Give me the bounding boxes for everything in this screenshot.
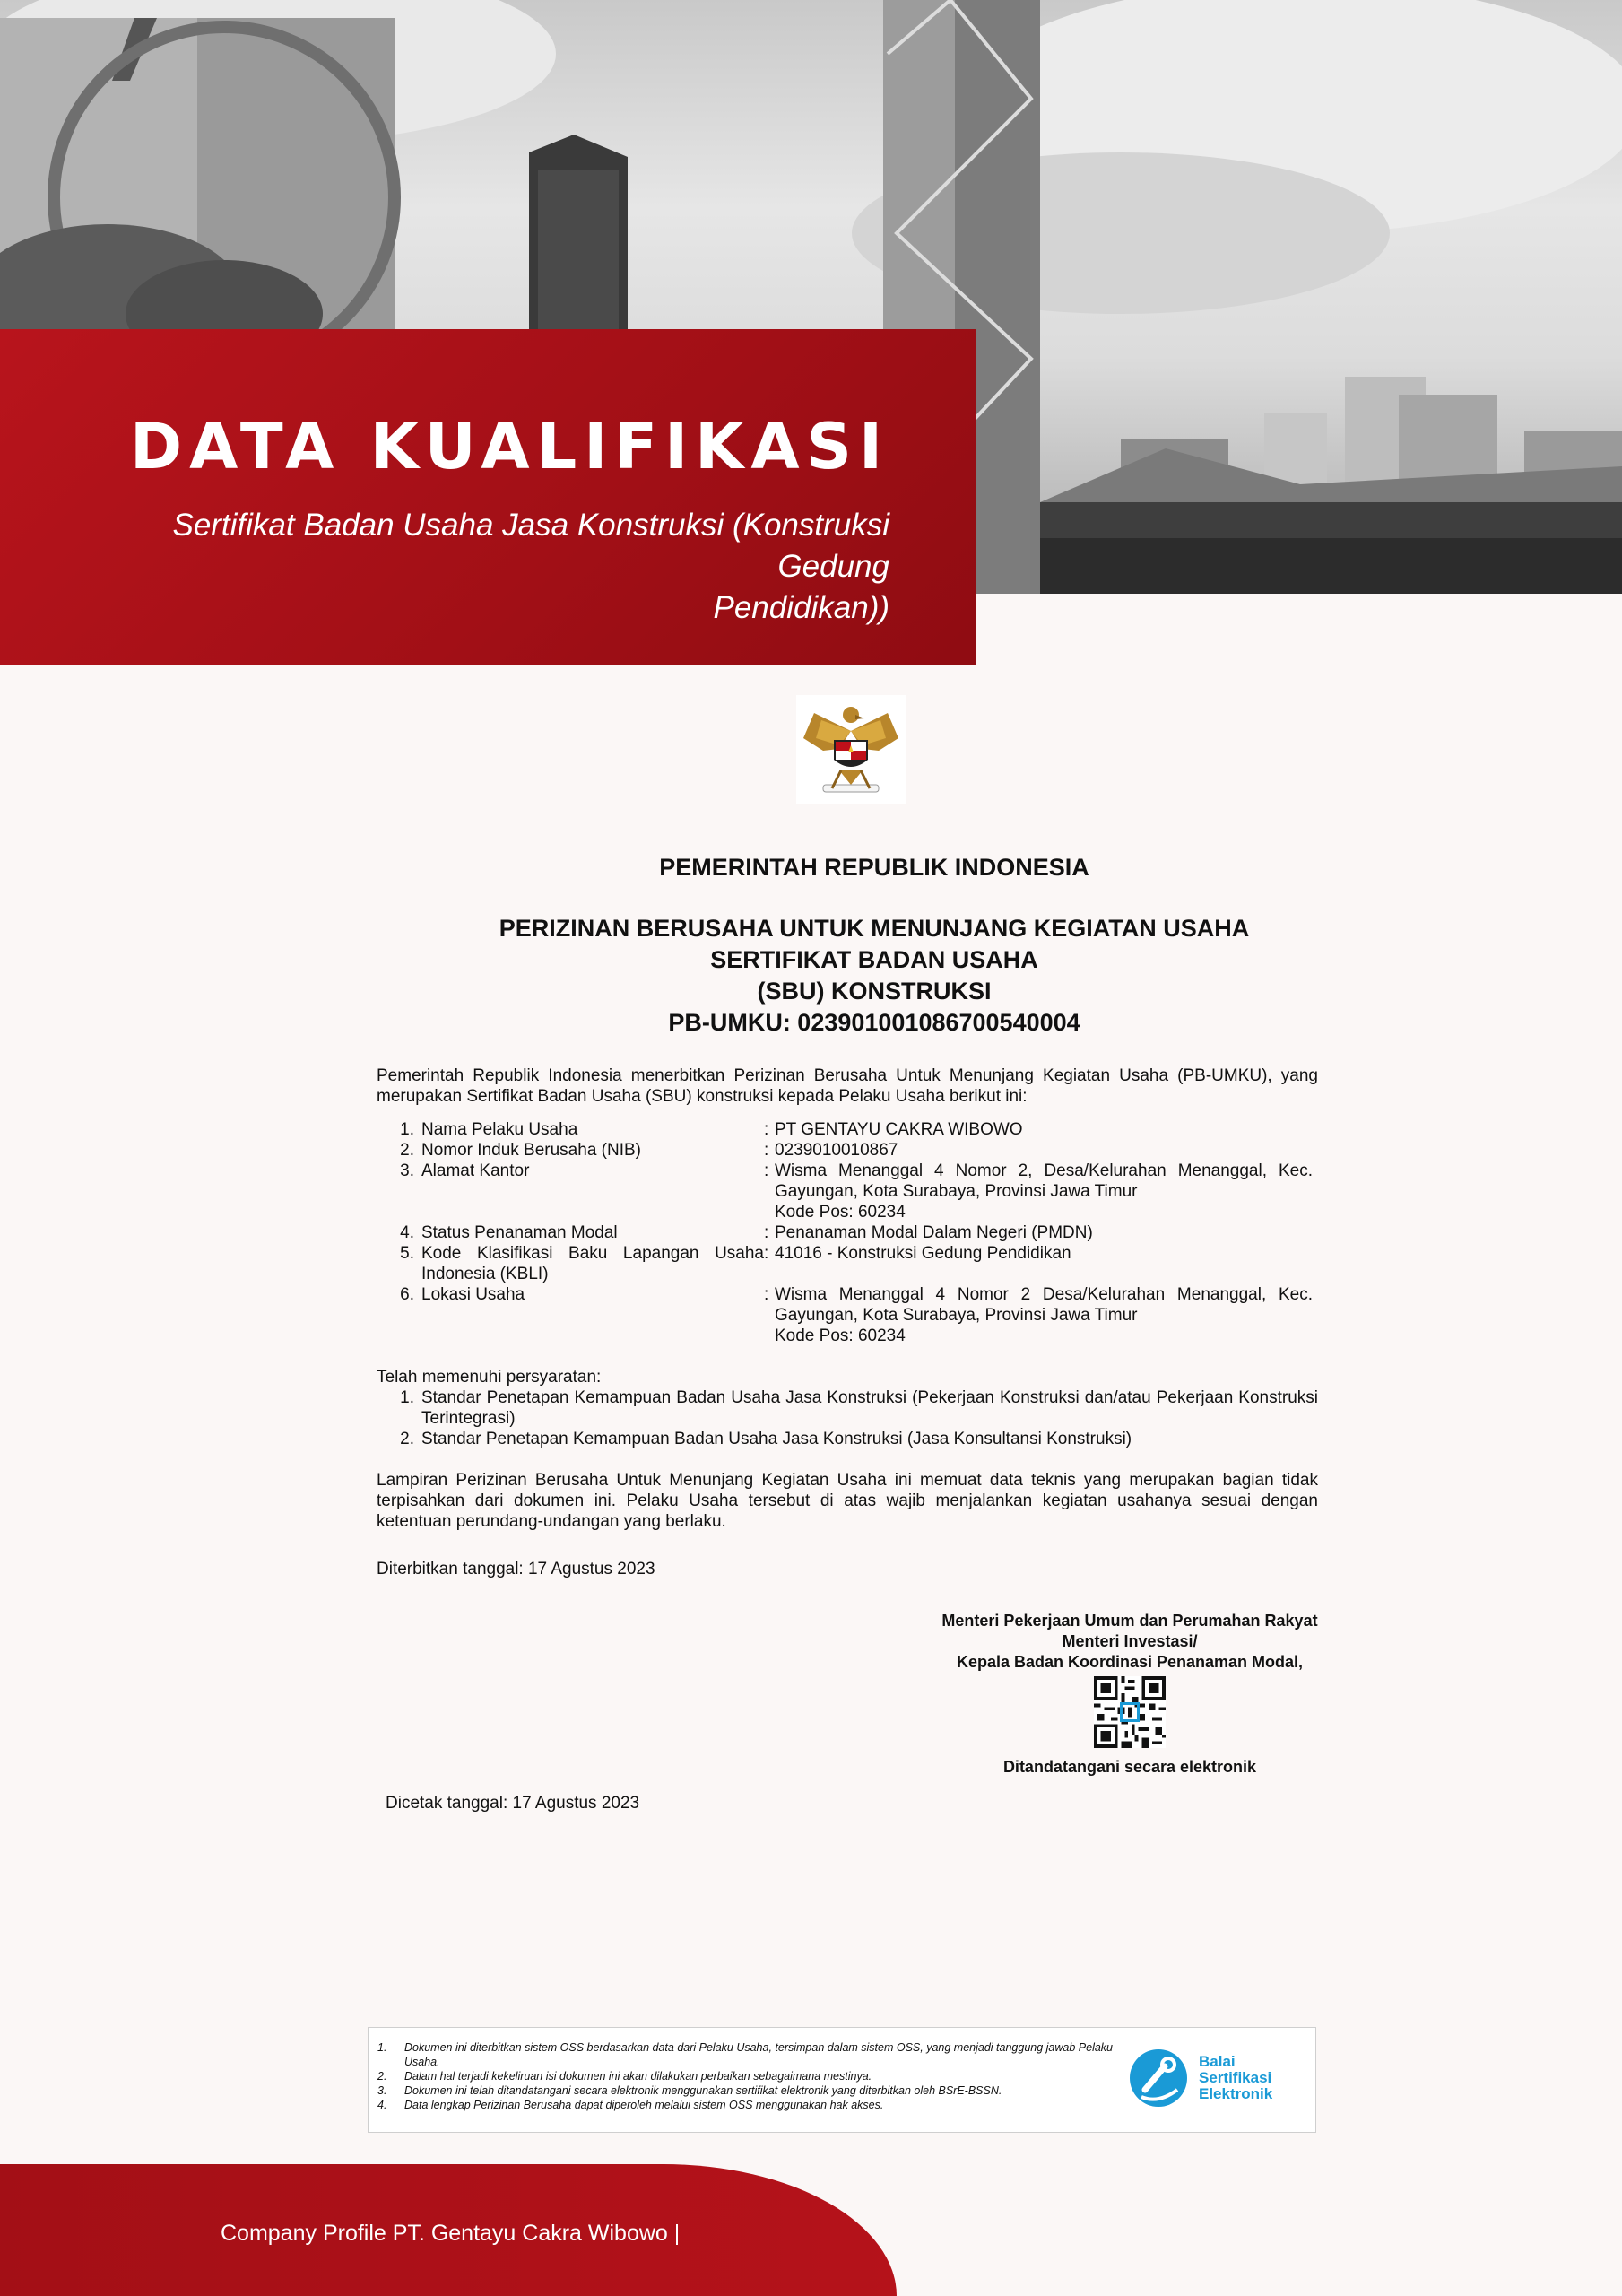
footnote-text: Data lengkap Perizinan Berusaha dapat diperoleh melalui sistem OSS menggunakan hak akses. <box>404 2099 884 2111</box>
detail-row-nib <box>377 1140 1318 1161</box>
footnote-item <box>377 2069 1122 2083</box>
requirement-number: 2. <box>400 1430 414 1448</box>
government-heading: PEMERINTAH REPUBLIK INDONESIA <box>659 854 1089 881</box>
qr-code-icon <box>1094 1676 1166 1748</box>
detail-label: Nomor Induk Berusaha (NIB) <box>421 1141 641 1160</box>
attachment-paragraph: Lampiran Perizinan Berusaha Untuk Menunjang Kegiatan Usaha ini memuat data teknis yang merupakan bagian tidak terpisahkan dari dokumen ini. Pelaku Usaha tersebut di atas wajib menjalankan kegiatan usahanya sesuai dengan ketentuan perundang-undangan yang berlaku. <box>377 1471 1318 1531</box>
detail-row-investment-status <box>377 1222 1318 1243</box>
detail-colon: : <box>764 1161 769 1180</box>
bsre-logo <box>1125 2042 1305 2114</box>
requirement-text: Standar Penetapan Kemampuan Badan Usaha Jasa Konstruksi (Jasa Konsultansi Konstruksi) <box>421 1430 1132 1448</box>
detail-value: PT GENTAYU CAKRA WIBOWO <box>775 1120 1023 1139</box>
certificate-title-line-2: SERTIFIKAT BADAN USAHA <box>710 946 1038 973</box>
detail-row-office-address <box>377 1161 1318 1222</box>
certificate-document <box>377 852 1318 1579</box>
detail-number: 6. <box>400 1285 414 1304</box>
detail-value: 41016 - Konstruksi Gedung Pendidikan <box>775 1244 1071 1263</box>
detail-number: 4. <box>400 1223 414 1242</box>
detail-number: 1. <box>400 1120 414 1139</box>
footer-company-profile-text: Company Profile PT. Gentayu Cakra Wibowo | <box>221 2221 681 2246</box>
certificate-number: PB-UMKU: 023901001086700540004 <box>668 1009 1080 1036</box>
footnote-text: Dokumen ini diterbitkan sistem OSS berdasarkan data dari Pelaku Usaha, tersimpan dalam sistem OSS, yang menjadi tanggung jawab Pelaku Usaha. <box>404 2041 1113 2068</box>
detail-value <box>775 1284 1318 1346</box>
certificate-title-line-1: PERIZINAN BERUSAHA UNTUK MENUNJANG KEGIATAN USAHA <box>499 915 1250 942</box>
footnote-text: Dalam hal terjadi kekeliruan isi dokumen ini akan dilakukan perbaikan sebagaimana mestinya. <box>404 2070 872 2083</box>
requirement-text: Standar Penetapan Kemampuan Badan Usaha Jasa Konstruksi (Pekerjaan Konstruksi dan/atau Pekerjaan Konstruksi Terintegrasi) <box>421 1388 1318 1428</box>
footnote-number: 2. <box>377 2070 387 2083</box>
detail-number: 5. <box>400 1244 414 1263</box>
footnote-box <box>368 2027 1316 2133</box>
signatory-line-2: Menteri Investasi/ <box>1062 1632 1198 1650</box>
detail-colon: : <box>764 1141 769 1160</box>
footnote-item <box>377 2098 1122 2112</box>
detail-value: Penanaman Modal Dalam Negeri (PMDN) <box>775 1223 1093 1242</box>
detail-value-text: Wisma Menanggal 4 Nomor 2, Desa/Kelurahan Menanggal, Kec. Gayungan, Kota Surabaya, Provinsi Jawa Timur <box>775 1161 1313 1201</box>
garuda-pancasila-emblem-icon <box>796 695 906 804</box>
detail-postal-code: Kode Pos: 60234 <box>775 1326 906 1345</box>
issued-date: Diterbitkan tanggal: 17 Agustus 2023 <box>377 1560 655 1578</box>
detail-value-text: Wisma Menanggal 4 Nomor 2 Desa/Kelurahan Menanggal, Kec. Gayungan, Kota Surabaya, Provinsi Jawa Timur <box>775 1285 1313 1325</box>
requirement-number: 1. <box>400 1388 414 1407</box>
page-subtitle <box>100 505 889 629</box>
detail-colon: : <box>764 1244 769 1263</box>
bsre-logo-icon <box>1125 2045 1192 2111</box>
footnote-text: Dokumen ini telah ditandatangani secara elektronik menggunakan sertifikat elektronik yang diterbitkan oleh BSrE-BSSN. <box>404 2084 1002 2097</box>
requirements-heading: Telah memenuhi persyaratan: <box>377 1368 602 1387</box>
detail-label: Kode Klasifikasi Baku Lapangan Usaha Indonesia (KBLI) <box>421 1244 764 1283</box>
footnote-list <box>377 2040 1122 2112</box>
detail-label: Lokasi Usaha <box>421 1285 525 1304</box>
footnote-item <box>377 2083 1122 2098</box>
detail-number: 2. <box>400 1141 414 1160</box>
intro-paragraph: Pemerintah Republik Indonesia menerbitkan Perizinan Berusaha Untuk Menunjang Kegiatan Usaha (PB-UMKU), yang merupakan Sertifikat Badan Usaha (SBU) konstruksi kepada Pelaku Usaha berikut ini: <box>377 1066 1318 1106</box>
detail-value <box>775 1161 1318 1222</box>
footnote-number: 1. <box>377 2041 387 2054</box>
signatory-line-3: Kepala Badan Koordinasi Penanaman Modal, <box>956 1653 1304 1671</box>
title-banner <box>0 329 976 665</box>
signatory-line-1: Menteri Pekerjaan Umum dan Perumahan Rakyat <box>941 1612 1318 1630</box>
bsre-logo-text <box>1199 2054 1272 2102</box>
bsre-text-line: Balai <box>1199 2053 1236 2070</box>
requirement-item <box>377 1387 1318 1429</box>
detail-number: 3. <box>400 1161 414 1180</box>
footnote-number: 3. <box>377 2084 387 2097</box>
detail-label: Nama Pelaku Usaha <box>421 1120 578 1139</box>
detail-row-kbli <box>377 1243 1318 1284</box>
bsre-text-line: Elektronik <box>1199 2085 1273 2102</box>
detail-colon: : <box>764 1120 769 1139</box>
subtitle-line-1: Sertifikat Badan Usaha Jasa Konstruksi (Konstruksi Gedung <box>172 508 889 584</box>
detail-colon: : <box>764 1285 769 1304</box>
detail-colon: : <box>764 1223 769 1242</box>
certificate-title-line-3: (SBU) KONSTRUKSI <box>757 978 992 1004</box>
detail-postal-code: Kode Pos: 60234 <box>775 1203 906 1222</box>
requirements-list <box>377 1387 1318 1449</box>
detail-row-business-location <box>377 1284 1318 1346</box>
subtitle-line-2: Pendidikan)) <box>713 590 889 625</box>
footer-bar <box>0 2164 897 2296</box>
detail-value: 0239010010867 <box>775 1141 898 1160</box>
electronic-signature-note: Ditandatangani secara elektronik <box>1002 1758 1257 1776</box>
footnote-item <box>377 2040 1122 2069</box>
detail-label: Alamat Kantor <box>421 1161 530 1180</box>
detail-row-name <box>377 1119 1318 1140</box>
bsre-text-line: Sertifikasi <box>1199 2069 1272 2086</box>
requirement-item <box>377 1429 1318 1449</box>
footnote-number: 4. <box>377 2099 387 2111</box>
page-title: DATA KUALIFIKASI <box>130 410 889 483</box>
signature-block <box>924 1611 1336 1778</box>
printed-date: Dicetak tanggal: 17 Agustus 2023 <box>386 1794 640 1813</box>
detail-label: Status Penanaman Modal <box>421 1223 618 1242</box>
business-details-list <box>377 1119 1318 1346</box>
